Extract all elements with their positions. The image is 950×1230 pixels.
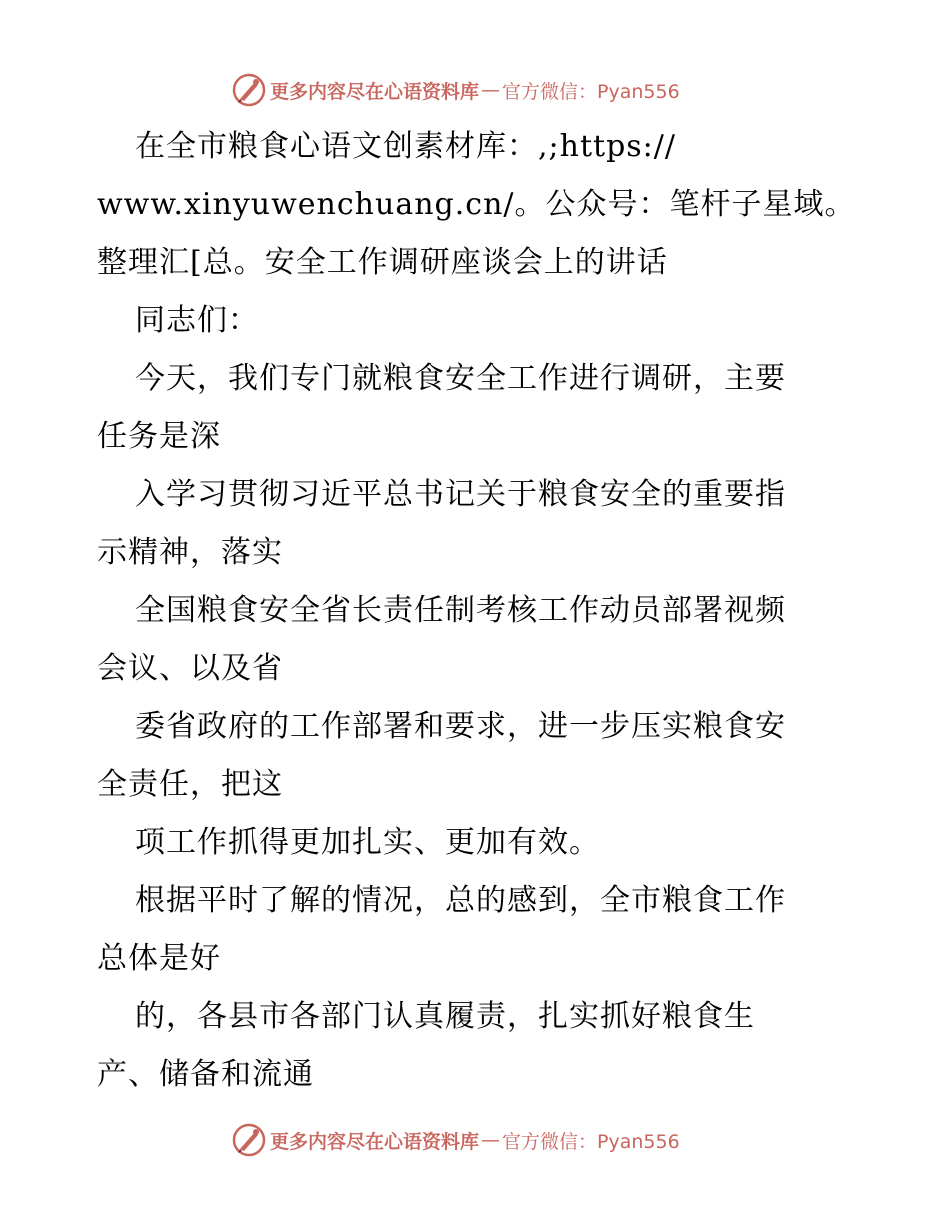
text-line: 产、储备和流通 [97,1057,314,1092]
text-line: www.xinyuwenchuang.cn/。公众号：笔杆子星域。 [97,187,856,222]
text-line: 总体是好 [97,941,221,976]
pen-logo-icon [232,73,266,107]
banner-dash: — [481,79,501,101]
text-line: 今天，我们专门就粮食安全工作进行调研，主要 [135,361,786,396]
text-line: 示精神，落实 [97,535,283,570]
text-line: 委省政府的工作部署和要求，进一步压实粮食安 [135,709,786,744]
text-line: 在全市粮食心语文创素材库：,;https:// [135,129,676,164]
text-line: 全责任，把这 [97,767,283,802]
text-line: 整理汇[总。安全工作调研座谈会上的讲话 [97,245,668,280]
banner-wechat-text: 官方微信：Pyan556 [502,80,680,103]
banner-dash: — [481,1129,501,1151]
text-line: 全国粮食安全省长责任制考核工作动员部署视频 [135,593,786,628]
text-line: 入学习贯彻习近平总书记关于粮食安全的重要指 [135,477,786,512]
banner-main-text: 更多内容尽在心语资料库 [270,1130,480,1153]
text-line: 会议、以及省 [97,651,283,686]
text-line: 同志们： [135,303,259,338]
text-line: 项工作抓得更加扎实、更加有效。 [135,825,600,860]
text-line: 任务是深 [97,419,221,454]
banner-main-text: 更多内容尽在心语资料库 [270,80,480,103]
document-body [97,118,857,1104]
pen-logo-icon [232,1123,266,1157]
banner-wechat-text: 官方微信：Pyan556 [502,1130,680,1153]
text-line: 的，各县市各部门认真履责，扎实抓好粮食生 [135,999,755,1034]
text-line: 根据平时了解的情况，总的感到，全市粮食工作 [135,883,786,918]
header-banner [232,70,680,110]
footer-banner [232,1120,680,1160]
